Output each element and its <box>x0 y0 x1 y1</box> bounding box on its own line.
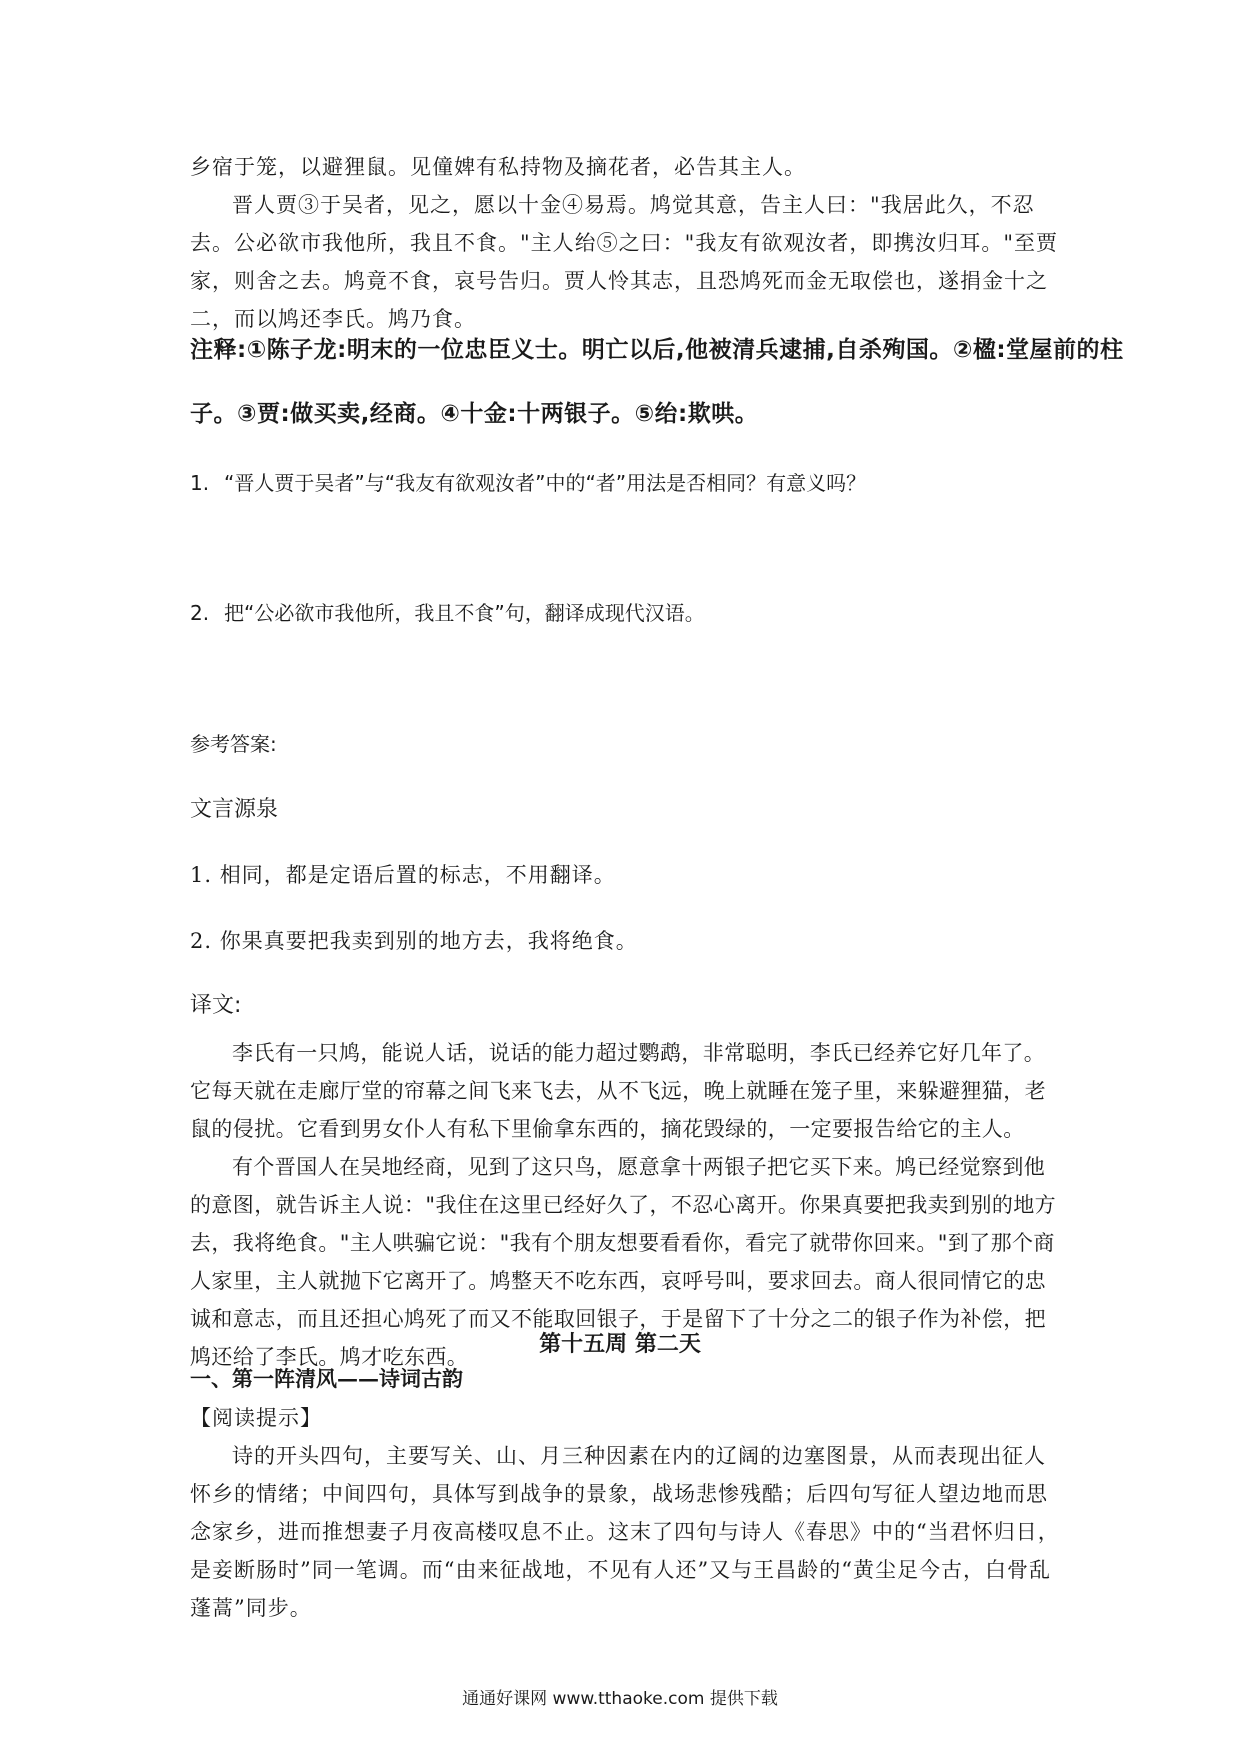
answers-subheading: 文言源泉 <box>190 797 279 822</box>
translation-heading: 译文: <box>190 993 242 1018</box>
footer: 通通好课网 www.tthaoke.com 提供下载 <box>462 1689 778 1709</box>
passage-line: 乡宿于笼，以避狸鼠。见僮婢有私持物及摘花者，必告其主人。 <box>190 155 806 179</box>
answer-item: 2. 你果真要把我卖到别的地方去，我将绝食。 <box>190 929 638 953</box>
week-title: 第十五周 第二天 <box>539 1331 701 1357</box>
section <box>190 1363 1062 1627</box>
notes-line: 注释:①陈子龙:明末的一位忠臣义士。明亡以后,他被清兵逮捕,自杀殉国。②楹:堂屋前的柱 <box>190 337 1124 363</box>
translation <box>190 1034 1062 1376</box>
hint-text: 诗的开头四句，主要写关、山、月三种因素在内的辽阔的边塞图景，从而表现出征人怀乡的情绪；中间四句，具体写到战争的景象，战场悲惨残酷；后四句写征人望边地而思念家乡，进而推想妻子月夜高楼叹息不止。这末了四句与诗人《春思》中的“当君怀归日，是妾断肠时”同一笔调。而“由来征战地，不见有人还”又与王昌龄的“黄尘足今古，白骨乱蓬蒿”同步。 <box>190 1444 1060 1620</box>
answer-item: 1. 相同，都是定语后置的标志，不用翻译。 <box>190 863 616 887</box>
notes <box>190 318 1124 446</box>
translation-paragraph: 有个晋国人在吴地经商，见到了这只鸟，愿意拿十两银子把它买下来。鸠已经觉察到他的意图，就告诉主人说："我住在这里已经好久了，不忍心离开。你果真要把我卖到别的地方去，我将绝食。"主人哄骗它说："我有个朋友想要看看你，看完了就带你回来。"到了那个商人家里，主人就抛下它离开了。鸠整天不吃东西，哀呼号叫，要求回去。商人很同情它的忠诚和意志，而且还担心鸠死了而又不能取回银子，于是留下了十分之二的银子作为补偿，把鸠还给了李氏。鸠才吃东西。 <box>190 1155 1057 1369</box>
section-title: 一、第一阵清风——诗词古韵 <box>190 1366 463 1391</box>
question-text: “晋人贾于吴者”与“我友有欲观汝者”中的“者”用法是否相同？有意义吗？ <box>224 471 867 495</box>
passage <box>190 148 1062 338</box>
passage-paragraph: 晋人贾③于吴者，见之，愿以十金④易焉。鸠觉其意，告主人曰："我居此久，不忍去。公必欲市我他所，我且不食。"主人绐⑤之曰："我友有欲观汝者，即携汝归耳。"至贾家，则舍之去。鸠竟不食，哀号告归。贾人怜其志，且恐鸠死而金无取偿也，遂捐金十之二，而以鸠还李氏。鸠乃食。 <box>190 193 1058 331</box>
notes-line: 子。③贾:做买卖,经商。④十金:十两银子。⑤绐:欺哄。 <box>190 401 759 427</box>
hint-label: 【阅读提示】 <box>190 1406 322 1430</box>
question-number: 1. <box>190 471 210 495</box>
question-2 <box>190 598 1062 628</box>
answers-heading: 参考答案: <box>190 732 277 756</box>
question-1 <box>190 468 1062 498</box>
question-number: 2. <box>190 601 210 625</box>
translation-paragraph: 李氏有一只鸠，能说人话，说话的能力超过鹦鹉，非常聪明，李氏已经养它好几年了。它每天就在走廊厅堂的帘幕之间飞来飞去，从不飞远，晚上就睡在笼子里，来躲避狸猫，老鼠的侵扰。它看到男女仆人有私下里偷拿东西的，摘花毁绿的，一定要报告给它的主人。 <box>190 1041 1046 1141</box>
question-text: 把“公必欲市我他所，我且不食”句，翻译成现代汉语。 <box>224 601 705 625</box>
